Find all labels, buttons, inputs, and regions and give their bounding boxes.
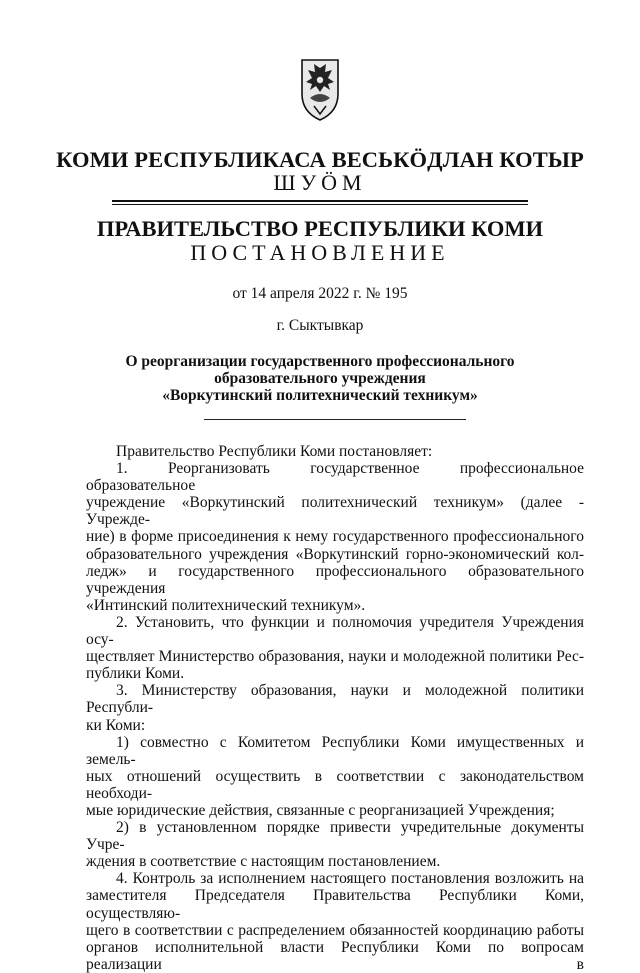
header-divider-thick [112,200,528,202]
body-line: Правительство Республики Коми постановляет: [116,443,433,460]
komi-authority-heading: КОМИ РЕСПУБЛИКАСА ВЕСЬКӦДЛАН КОТЫР [56,147,584,172]
body-line: учреждение «Воркутинский политехнический техникум» (далее - Учрежде- [86,494,584,529]
body-line: 3. Министерству образования, науки и молодежной политики Республи- [86,682,584,717]
body-line: «Интинский политехнический техникум». [86,596,366,614]
document-city: г. Сыктывкар [276,317,364,334]
body-line: 1) совместно с Комитетом Республики Коми имущественных и земель- [86,733,584,768]
body-line: щего в соответствии с распределением обязанностей координацию работы [86,921,584,939]
document-title [0,353,640,404]
body-line: ществляет Министерство образования, науки и молодежной политики Рес- [86,648,584,666]
body-line: ние) в форме присоединения к нему государственного профессионального [86,528,584,546]
body-line: заместителя Председателя Правительства Республики Коми, осуществляю- [86,887,584,922]
document-body [86,443,584,973]
title-line: образовательного учреждения [214,370,426,387]
body-line: ных отношений осуществить в соответствии с законодательством необходи- [86,767,584,802]
title-underline [204,419,466,420]
body-line: ледж» и государственного профессионального образовательного учреждения [86,562,584,597]
body-line: 2) в установленном порядке привести учредительные документы Учре- [86,819,584,854]
body-line: мые юридические действия, связанные с реорганизацией Учреждения; [86,801,555,819]
header-divider-thin [112,204,528,205]
document-date-number: от 14 апреля 2022 г. № 195 [232,285,408,302]
coat-of-arms-icon [298,54,342,122]
body-line: органов исполнительной власти Республики Коми по вопросам реализации в [86,938,584,973]
komi-document-type: ШУӦМ [273,170,367,195]
body-line: 4. Контроль за исполнением настоящего постановления возложить на [116,870,584,888]
body-line: ки Коми: [86,716,146,734]
title-line: О реорганизации государственного профессионального [125,353,515,370]
body-line: публики Коми. [86,665,185,683]
document-type: ПОСТАНОВЛЕНИЕ [190,240,450,265]
title-line: «Воркутинский политехнический техникум» [162,387,478,404]
body-line: 1. Реорганизовать государственное профессиональное образовательное [86,460,584,495]
body-line: 2. Установить, что функции и полномочия учредителя Учреждения осу- [86,613,584,649]
body-line: ждения в соответствие с настоящим постановлением. [86,853,441,871]
body-line: образовательного учреждения «Воркутинский горно-экономический кол- [86,545,584,563]
government-heading: ПРАВИТЕЛЬСТВО РЕСПУБЛИКИ КОМИ [96,216,544,241]
